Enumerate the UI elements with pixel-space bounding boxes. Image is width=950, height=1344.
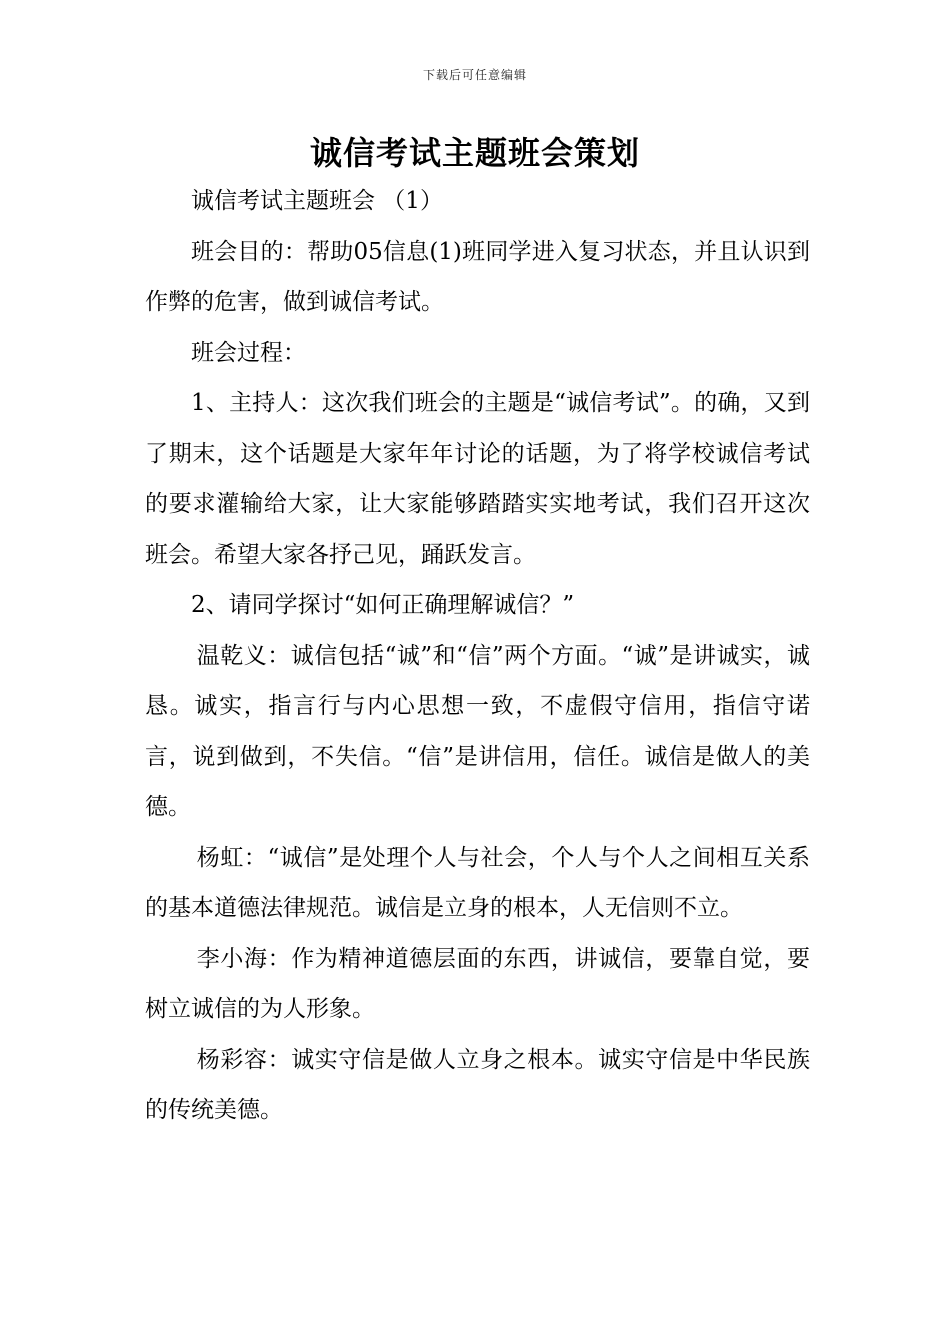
paragraph-purpose: 班会目的：帮助05信息(1)班同学进入复习状态，并且认识到作弊的危害，做到诚信考试。 [145,238,810,315]
document-body [145,176,810,1136]
paragraph-speaker-4: 杨彩容：诚实守信是做人立身之根本。诚实守信是中华民族的传统美德。 [145,1046,810,1123]
paragraph-speaker-2: 杨虹：“诚信”是处理个人与社会，个人与个人之间相互关系的基本道德法律规范。诚信是立身的根本，人无信则不立。 [145,844,810,921]
paragraph-process-heading: 班会过程： [191,339,306,366]
document-title: 诚信考试主题班会策划 [309,134,640,172]
paragraph-discussion: 2、请同学探讨“如何正确理解诚信？” [191,592,575,618]
paragraph-speaker-3: 李小海：作为精神道德层面的东西，讲诚信，要靠自觉，要树立诚信的为人形象。 [145,945,810,1022]
paragraph-host: 1、主持人：这次我们班会的主题是“诚信考试”。的确，又到了期末，这个话题是大家年年讨论的话题，为了将学校诚信考试的要求灌输给大家，让大家能够踏踏实实地考试，我们召开这次班会。希望大家各抒己见，踊跃发言。 [145,390,810,568]
paragraph-session-heading: 诚信考试主题班会 （1） [191,188,443,214]
header-note: 下载后可任意编辑 [422,68,527,82]
paragraph-speaker-1: 温乾义：诚信包括“诚”和“信”两个方面。“诚”是讲诚实，诚恳。诚实，指言行与内心思想一致，不虚假守信用，指信守诺言，说到做到，不失信。“信”是讲信用，信任。诚信是做人的美德。 [145,642,810,820]
